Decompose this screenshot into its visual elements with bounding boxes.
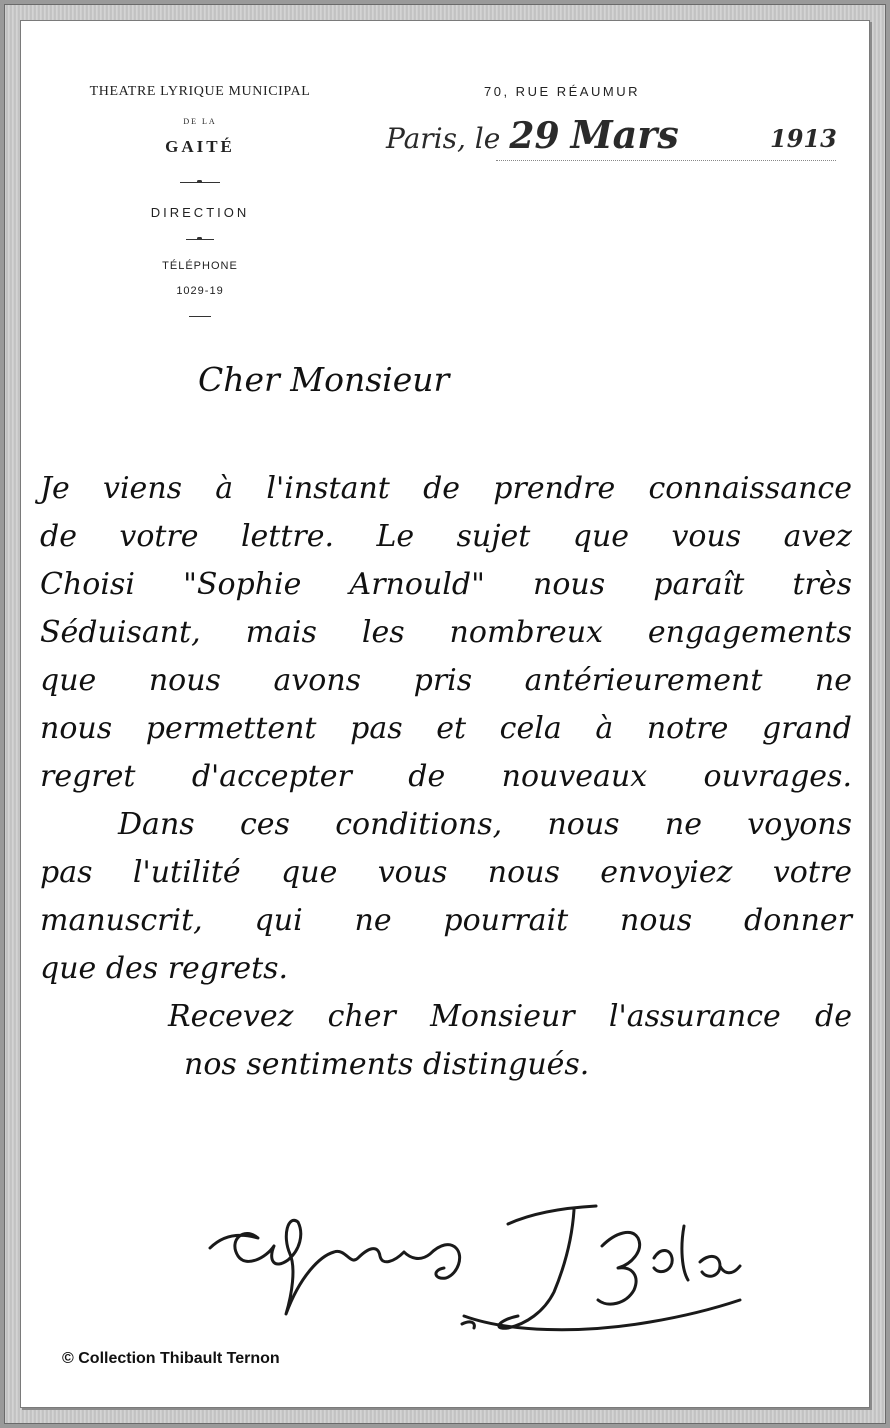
date-month: Mars	[570, 112, 679, 157]
body-line: que nous avons pris antérieurement ne	[40, 663, 852, 698]
body-line: Je viens à l'instant de prendre connaissance	[40, 471, 852, 506]
signature	[208, 1196, 768, 1366]
closing-line: nos sentiments distingués.	[184, 1047, 590, 1082]
body-line: Choisi "Sophie Arnould" nous paraît très	[40, 567, 852, 602]
ornament-dot	[197, 180, 202, 183]
letterhead-direction: DIRECTION	[150, 205, 250, 220]
body-line: nous permettent pas et cela à notre grand	[40, 711, 852, 746]
letterhead-telephone-label: TÉLÉPHONE	[162, 260, 238, 272]
body-line: pas l'utilité que vous nous envoyiez votre	[40, 855, 852, 890]
date-day: 29	[509, 115, 560, 157]
date-place: Paris, le	[386, 122, 501, 155]
body-line: Dans ces conditions, nous ne voyons	[118, 807, 852, 842]
letter-greeting: Cher Monsieur	[198, 360, 450, 399]
letterhead-name: GAITÉ	[165, 137, 235, 156]
body-line: regret d'accepter de nouveaux ouvrages.	[40, 759, 852, 794]
date-underline	[496, 160, 836, 161]
body-line: de votre lettre. Le sujet que vous avez	[40, 519, 852, 554]
body-line: Séduisant, mais les nombreux engagements	[40, 615, 852, 650]
collection-credit: © Collection Thibault Ternon	[62, 1350, 280, 1367]
body-line: que des regrets.	[40, 951, 289, 986]
letterhead-telephone-number: 1029-19	[176, 285, 224, 297]
letterhead-de-la: DE LA	[183, 117, 217, 126]
letterhead-title: THEATRE LYRIQUE MUNICIPAL	[89, 84, 311, 99]
dateline	[386, 112, 837, 157]
ornament-dot	[197, 237, 202, 240]
ornament-divider	[189, 316, 211, 317]
letterhead-address: 70, RUE RÉAUMUR	[484, 84, 640, 99]
letter-body	[40, 465, 852, 1089]
body-line: manuscrit, qui ne pourrait nous donner	[40, 903, 852, 938]
date-year: 1913	[770, 124, 837, 153]
closing-line: Recevez cher Monsieur l'assurance de	[168, 999, 852, 1034]
